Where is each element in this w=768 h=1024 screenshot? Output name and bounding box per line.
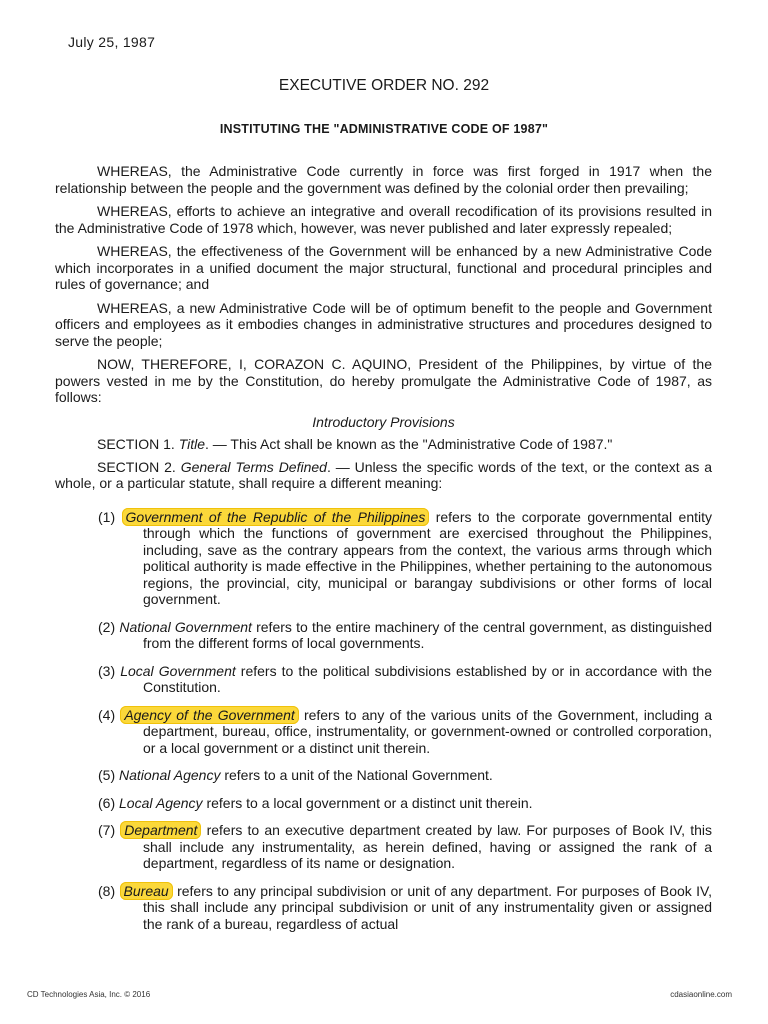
definition-2-text: refers to the entire machinery of the central government, as distinguished from the different forms of local governments. bbox=[143, 618, 712, 651]
definition-3-text: refers to the political subdivisions established by or in accordance with the Constitution. bbox=[143, 662, 712, 695]
definition-7-text: refers to an executive department created by law. For purposes of Book IV, this shall include any instrumentality, as herein defined, having or assigned the rank of a department, regardless of its name or designation. bbox=[143, 822, 712, 871]
now-therefore-paragraph: NOW, THEREFORE, I, CORAZON C. AQUINO, President of the Philippines, by virtue of the powers vested in me by the Constitution, do hereby promulgate the Administrative Code of 1987, as follows: bbox=[55, 356, 712, 405]
whereas-paragraph-2: WHEREAS, efforts to achieve an integrative and overall recodification of its provisions resulted in the Administrative Code of 1978 which, however, was never published and later expressly repealed; bbox=[55, 203, 712, 236]
section-2-label: SECTION 2. bbox=[97, 458, 176, 475]
section-1-label: SECTION 1. bbox=[97, 436, 175, 452]
definition-8-number: (8) bbox=[98, 882, 116, 899]
definition-5-text: refers to a unit of the National Government. bbox=[220, 767, 493, 783]
definition-2 bbox=[55, 619, 712, 652]
definition-7-term-highlighted[interactable]: Department bbox=[120, 821, 201, 839]
document-title: EXECUTIVE ORDER NO. 292 bbox=[278, 77, 490, 94]
definition-5 bbox=[55, 767, 712, 784]
definition-7 bbox=[55, 822, 712, 872]
whereas-paragraph-1: WHEREAS, the Administrative Code currently in force was first forged in 1917 when the relationship between the people and the government was defined by the colonial order then prevailing; bbox=[55, 163, 712, 196]
definition-1-term-highlighted[interactable]: Government of the Republic of the Philippines bbox=[122, 508, 430, 526]
definition-8 bbox=[55, 883, 712, 933]
section-1 bbox=[55, 436, 712, 453]
definition-8-text: refers to any principal subdivision or unit of any department. For purposes of Book IV, this shall include any principal subdivision or unit of any instrumentality given or assigned the rank of a bureau, regardless of actual bbox=[143, 882, 712, 932]
definition-1 bbox=[55, 509, 712, 608]
section-2-title: General Terms Defined bbox=[180, 458, 327, 475]
definition-3-number: (3) bbox=[98, 662, 116, 679]
definition-5-number: (5) bbox=[98, 767, 116, 783]
definition-2-number: (2) bbox=[98, 618, 116, 635]
definition-1-text: refers to the corporate governmental entity through which the functions of government are exercised throughout the Philippines, including, save as the contrary appears from the context, the various arms through which political authority is made effective in the Philippines, whether pertaining to the autonomous regions, the provincial, city, municipal or barangay subdivisions or other forms of local government. bbox=[143, 508, 712, 607]
whereas-paragraph-3: WHEREAS, the effectiveness of the Government will be enhanced by a new Administrative Code which incorporates in a unified document the major structural, functional and procedural principles and rules of governance; and bbox=[55, 243, 712, 292]
footer-copyright: CD Technologies Asia, Inc. © 2016 bbox=[27, 990, 151, 999]
document-subtitle: INSTITUTING THE "ADMINISTRATIVE CODE OF 1987" bbox=[219, 122, 549, 136]
definition-8-term-highlighted[interactable]: Bureau bbox=[120, 882, 173, 900]
definition-3-term: Local Government bbox=[120, 662, 236, 679]
definition-4-text: refers to any of the various units of the Government, including a department, bureau, office, instrumentality, or government-owned or controlled corporation, or a local government or a distinct unit therein. bbox=[143, 706, 712, 756]
section-1-title: Title bbox=[178, 436, 206, 452]
definition-5-term: National Agency bbox=[119, 767, 221, 783]
document-date: July 25, 1987 bbox=[68, 34, 156, 50]
section-2-text: . — Unless the specific words of the text, or the context as a whole, or a particular statute, shall require a different meaning: bbox=[55, 458, 713, 491]
definition-6 bbox=[55, 795, 712, 812]
definition-6-term: Local Agency bbox=[119, 794, 203, 811]
document-body bbox=[55, 163, 712, 943]
definitions-list bbox=[55, 509, 712, 933]
section-2 bbox=[55, 459, 712, 492]
section-1-text: . — This Act shall be known as the "Administrative Code of 1987." bbox=[205, 436, 613, 452]
definition-1-number: (1) bbox=[98, 508, 116, 525]
definition-3 bbox=[55, 663, 712, 696]
definition-7-number: (7) bbox=[98, 822, 116, 838]
definition-4-number: (4) bbox=[98, 706, 116, 723]
definition-6-text: refers to a local government or a distinct unit therein. bbox=[202, 794, 533, 811]
definition-2-term: National Government bbox=[119, 618, 252, 635]
footer-website: cdasiaonline.com bbox=[670, 990, 732, 999]
whereas-paragraph-4: WHEREAS, a new Administrative Code will be of optimum benefit to the people and Government officers and employees as it embodies changes in administrative structures and procedures designed to serve the people; bbox=[55, 299, 712, 349]
definition-6-number: (6) bbox=[98, 794, 116, 811]
definition-4-term-highlighted[interactable]: Agency of the Government bbox=[120, 706, 298, 724]
introductory-provisions-heading: Introductory Provisions bbox=[312, 413, 455, 430]
definition-4 bbox=[55, 707, 712, 757]
